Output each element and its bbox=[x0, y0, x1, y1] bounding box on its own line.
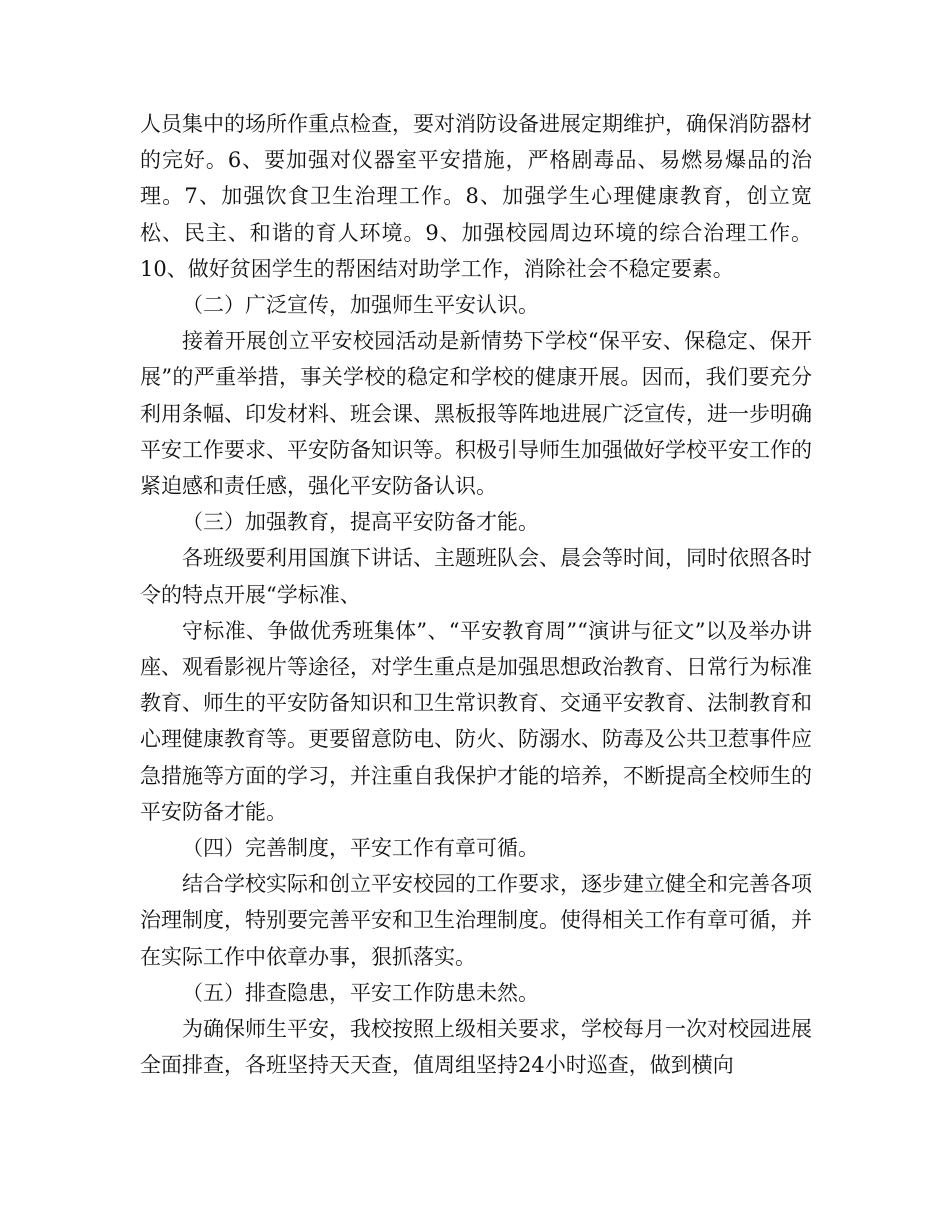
section-heading-2: （二）广泛宣传，加强师生平安认识。 bbox=[182, 293, 539, 318]
document-body bbox=[140, 106, 812, 1083]
section-heading-4: （四）完善制度，平安工作有章可循。 bbox=[182, 836, 539, 861]
paragraph-continued: 人员集中的场所作重点检查，要对消防设备进展定期维护，确保消防器材的完好。6、要加强对仪器室平安措施，严格剧毒品、易燃易爆品的治理。7、加强饮食卫生治理工作。8、加强学生心理健康教育，创立宽松、民主、和谐的育人环境。9、加强校园周边环境的综合治理工作。10、做好贫困学生的帮困结对助学工作，消除社会不稳定要素。 bbox=[140, 112, 812, 281]
paragraph-propaganda: 接着开展创立平安校园活动是新情势下学校“保平安、保稳定、保开展”的严重举措，事关学校的稳定和学校的健康开展。因而，我们要充分利用条幅、印发材料、班会课、黑板报等阵地进展广泛宣传，进一步明确平安工作要求、平安防备知识等。积极引导师生加强做好学校平安工作的紧迫感和责任感，强化平安防备认识。 bbox=[140, 329, 812, 499]
paragraph-education-start: 各班级要利用国旗下讲话、主题班队会、晨会等时间，同时依照各时令的特点开展“学标准、 bbox=[140, 546, 812, 607]
paragraph-education-continued: 守标准、争做优秀班集体”、“平安教育周”“演讲与征文”以及举办讲座、观看影视片等途径，对学生重点是加强思想政治教育、日常行为标准教育、师生的平安防备知识和卫生常识教育、交通平安教育、法制教育和心理健康教育等。更要留意防电、防火、防溺水、防毒及公共卫惹事件应急措施等方面的学习，并注重自我保护才能的培养，不断提高全校师生的平安防备才能。 bbox=[140, 618, 812, 824]
paragraph-inspection: 为确保师生平安，我校按照上级相关要求，学校每月一次对校园进展全面排查，各班坚持天天查，值周组坚持24小时巡查，做到横向 bbox=[140, 1017, 812, 1078]
section-heading-3: （三）加强教育，提高平安防备才能。 bbox=[182, 510, 539, 535]
section-heading-5: （五）排查隐患，平安工作防患未然。 bbox=[182, 980, 539, 1005]
paragraph-system: 结合学校实际和创立平安校园的工作要求，逐步建立健全和完善各项治理制度，特别要完善平安和卫生治理制度。使得相关工作有章可循，并在实际工作中依章办事，狠抓落实。 bbox=[140, 872, 812, 969]
